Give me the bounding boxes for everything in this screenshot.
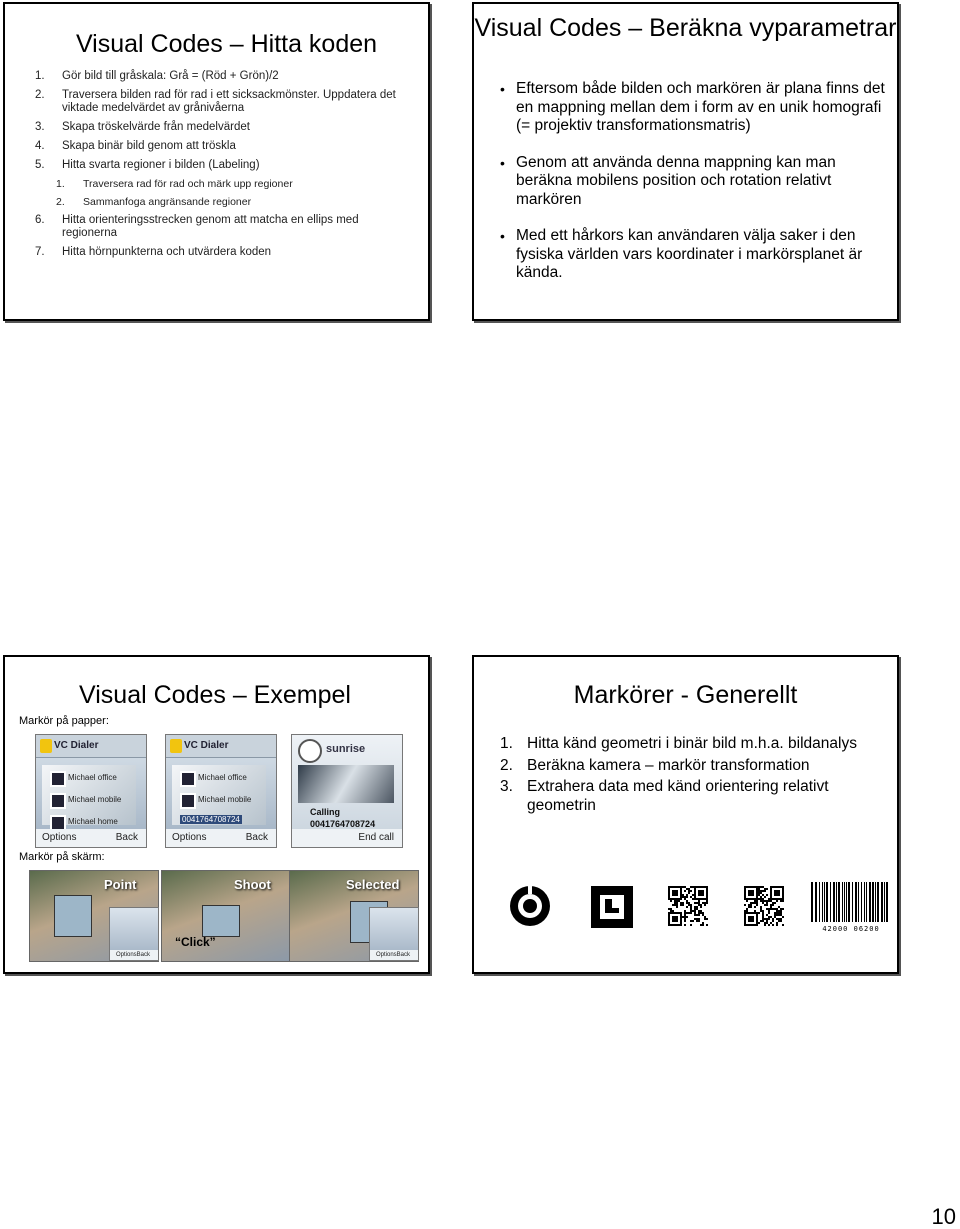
list-item: 5. Hitta svarta regioner i bilden (Labeling) [35, 159, 260, 171]
clock-icon [298, 739, 322, 763]
marker-card: Michael office Michael mobile 0041764708724 [172, 765, 266, 825]
softkey-bar [166, 829, 276, 847]
barcode-digits: 42000 06200 [822, 925, 880, 933]
qr-code-small-icon [744, 886, 784, 926]
bullet-list [500, 80, 890, 301]
slide-hitta-koden [3, 2, 430, 321]
bullet-icon: • [500, 154, 505, 171]
mini-screenshot-1 [109, 907, 159, 961]
brand-label: sunrise [326, 743, 366, 755]
marker-icon [50, 793, 66, 809]
marker-card: Michael office Michael mobile Michael home [42, 765, 136, 825]
phone-screenshot-3: sunrise Calling 0041764708724 End call [291, 734, 403, 848]
bullet-item: • Eftersom både bilden och markören är plana finns det en mappning mellan dem i form av en unik homografi (= projektiv transformationsmatris) [500, 80, 885, 134]
list-item: 3. Extrahera data med känd orientering relativt geometrin [500, 778, 829, 814]
phone-screenshot-1 [35, 734, 147, 848]
circular-marker-icon [510, 886, 550, 926]
sub-list-item: 1. Traversera rad för rad och märk upp regioner [56, 178, 293, 190]
list-item: 6. Hitta orienteringsstrecken genom att matcha en ellips med regionerna [35, 214, 359, 239]
label-paper: Markör på papper: [19, 715, 109, 727]
softkey-bar [292, 829, 402, 847]
options-softkey[interactable]: Options [42, 832, 77, 843]
sub-list-item: 2. Sammanfoga angränsande regioner [56, 196, 252, 208]
slide-markorer-generellt [472, 655, 899, 974]
photo-point: Point [29, 870, 159, 962]
slide-exempel [3, 655, 430, 974]
list-item: 3. Skapa tröskelvärde från medelvärdet [35, 121, 250, 133]
steps-list [35, 70, 415, 265]
vc-logo-icon [170, 739, 182, 753]
list-item: 2. Beräkna kamera – markör transformation [500, 756, 810, 774]
photo-selected: Selected [289, 870, 419, 962]
back-softkey[interactable]: Back [245, 832, 268, 843]
slide-title: Markörer - Generellt [573, 681, 798, 709]
vc-logo-icon [40, 739, 52, 753]
phone-screen [54, 895, 92, 937]
softkey-bar: Options Back [370, 950, 418, 960]
end-call-softkey[interactable]: End call [358, 832, 394, 843]
options-softkey[interactable]: Options [172, 832, 207, 843]
list-item: 1. Gör bild till gråskala: Grå = (Röd + Grön)/2 [35, 70, 279, 82]
phone-screen [202, 905, 240, 937]
list-item: 2. Traversera bilden rad för rad i ett sicksackmönster. Uppdatera det viktade medelvärdet av grånivåerna [35, 89, 396, 114]
click-caption: “Click” [175, 935, 216, 949]
marker-icon [50, 771, 66, 787]
page-number: 10 [931, 1204, 956, 1229]
mini-screenshot-2 [369, 907, 419, 961]
barcode-icon [810, 882, 892, 933]
slide-berakna-vyparametrar [472, 2, 899, 321]
label-screen: Markör på skärm: [19, 851, 105, 863]
list-item: 4. Skapa binär bild genom att tröskla [35, 140, 236, 152]
app-bar: VC Dialer [36, 735, 146, 758]
steps-list [500, 735, 890, 818]
bullet-item: • Genom att använda denna mappning kan man beräkna mobilens position och rotation relativt markören [500, 153, 836, 208]
marker-icon [180, 771, 196, 787]
barcode-bars [810, 882, 892, 922]
photo-shoot: Shoot [161, 870, 291, 962]
bullet-item: • Med ett hårkors kan användaren välja saker i den fysiska världen vars koordinater i markörsplanet är kända. [500, 227, 863, 281]
qr-code-icon [668, 886, 708, 926]
number-readout: 0041764708724 [182, 815, 240, 824]
softkey-bar [36, 829, 146, 847]
bullet-icon: • [500, 228, 505, 244]
list-item: 1. Hitta känd geometri i binär bild m.h.a. bildanalys [500, 735, 857, 752]
slide-title: Visual Codes – Beräkna vyparametrar [474, 14, 897, 42]
slide-title: Visual Codes – Hitta koden [75, 30, 378, 58]
square-fiducial-marker-icon [591, 886, 633, 928]
list-item: 7. Hitta hörnpunkterna och utvärdera koden [35, 246, 272, 258]
marker-icon [180, 793, 196, 809]
phone-screenshot-2 [165, 734, 277, 848]
bullet-icon: • [500, 81, 505, 97]
caller-photo [298, 765, 394, 803]
slide-title: Visual Codes – Exempel [79, 681, 351, 709]
app-bar: VC Dialer [166, 735, 276, 758]
softkey-bar: Options Back [110, 950, 158, 960]
back-softkey[interactable]: Back [115, 832, 138, 843]
